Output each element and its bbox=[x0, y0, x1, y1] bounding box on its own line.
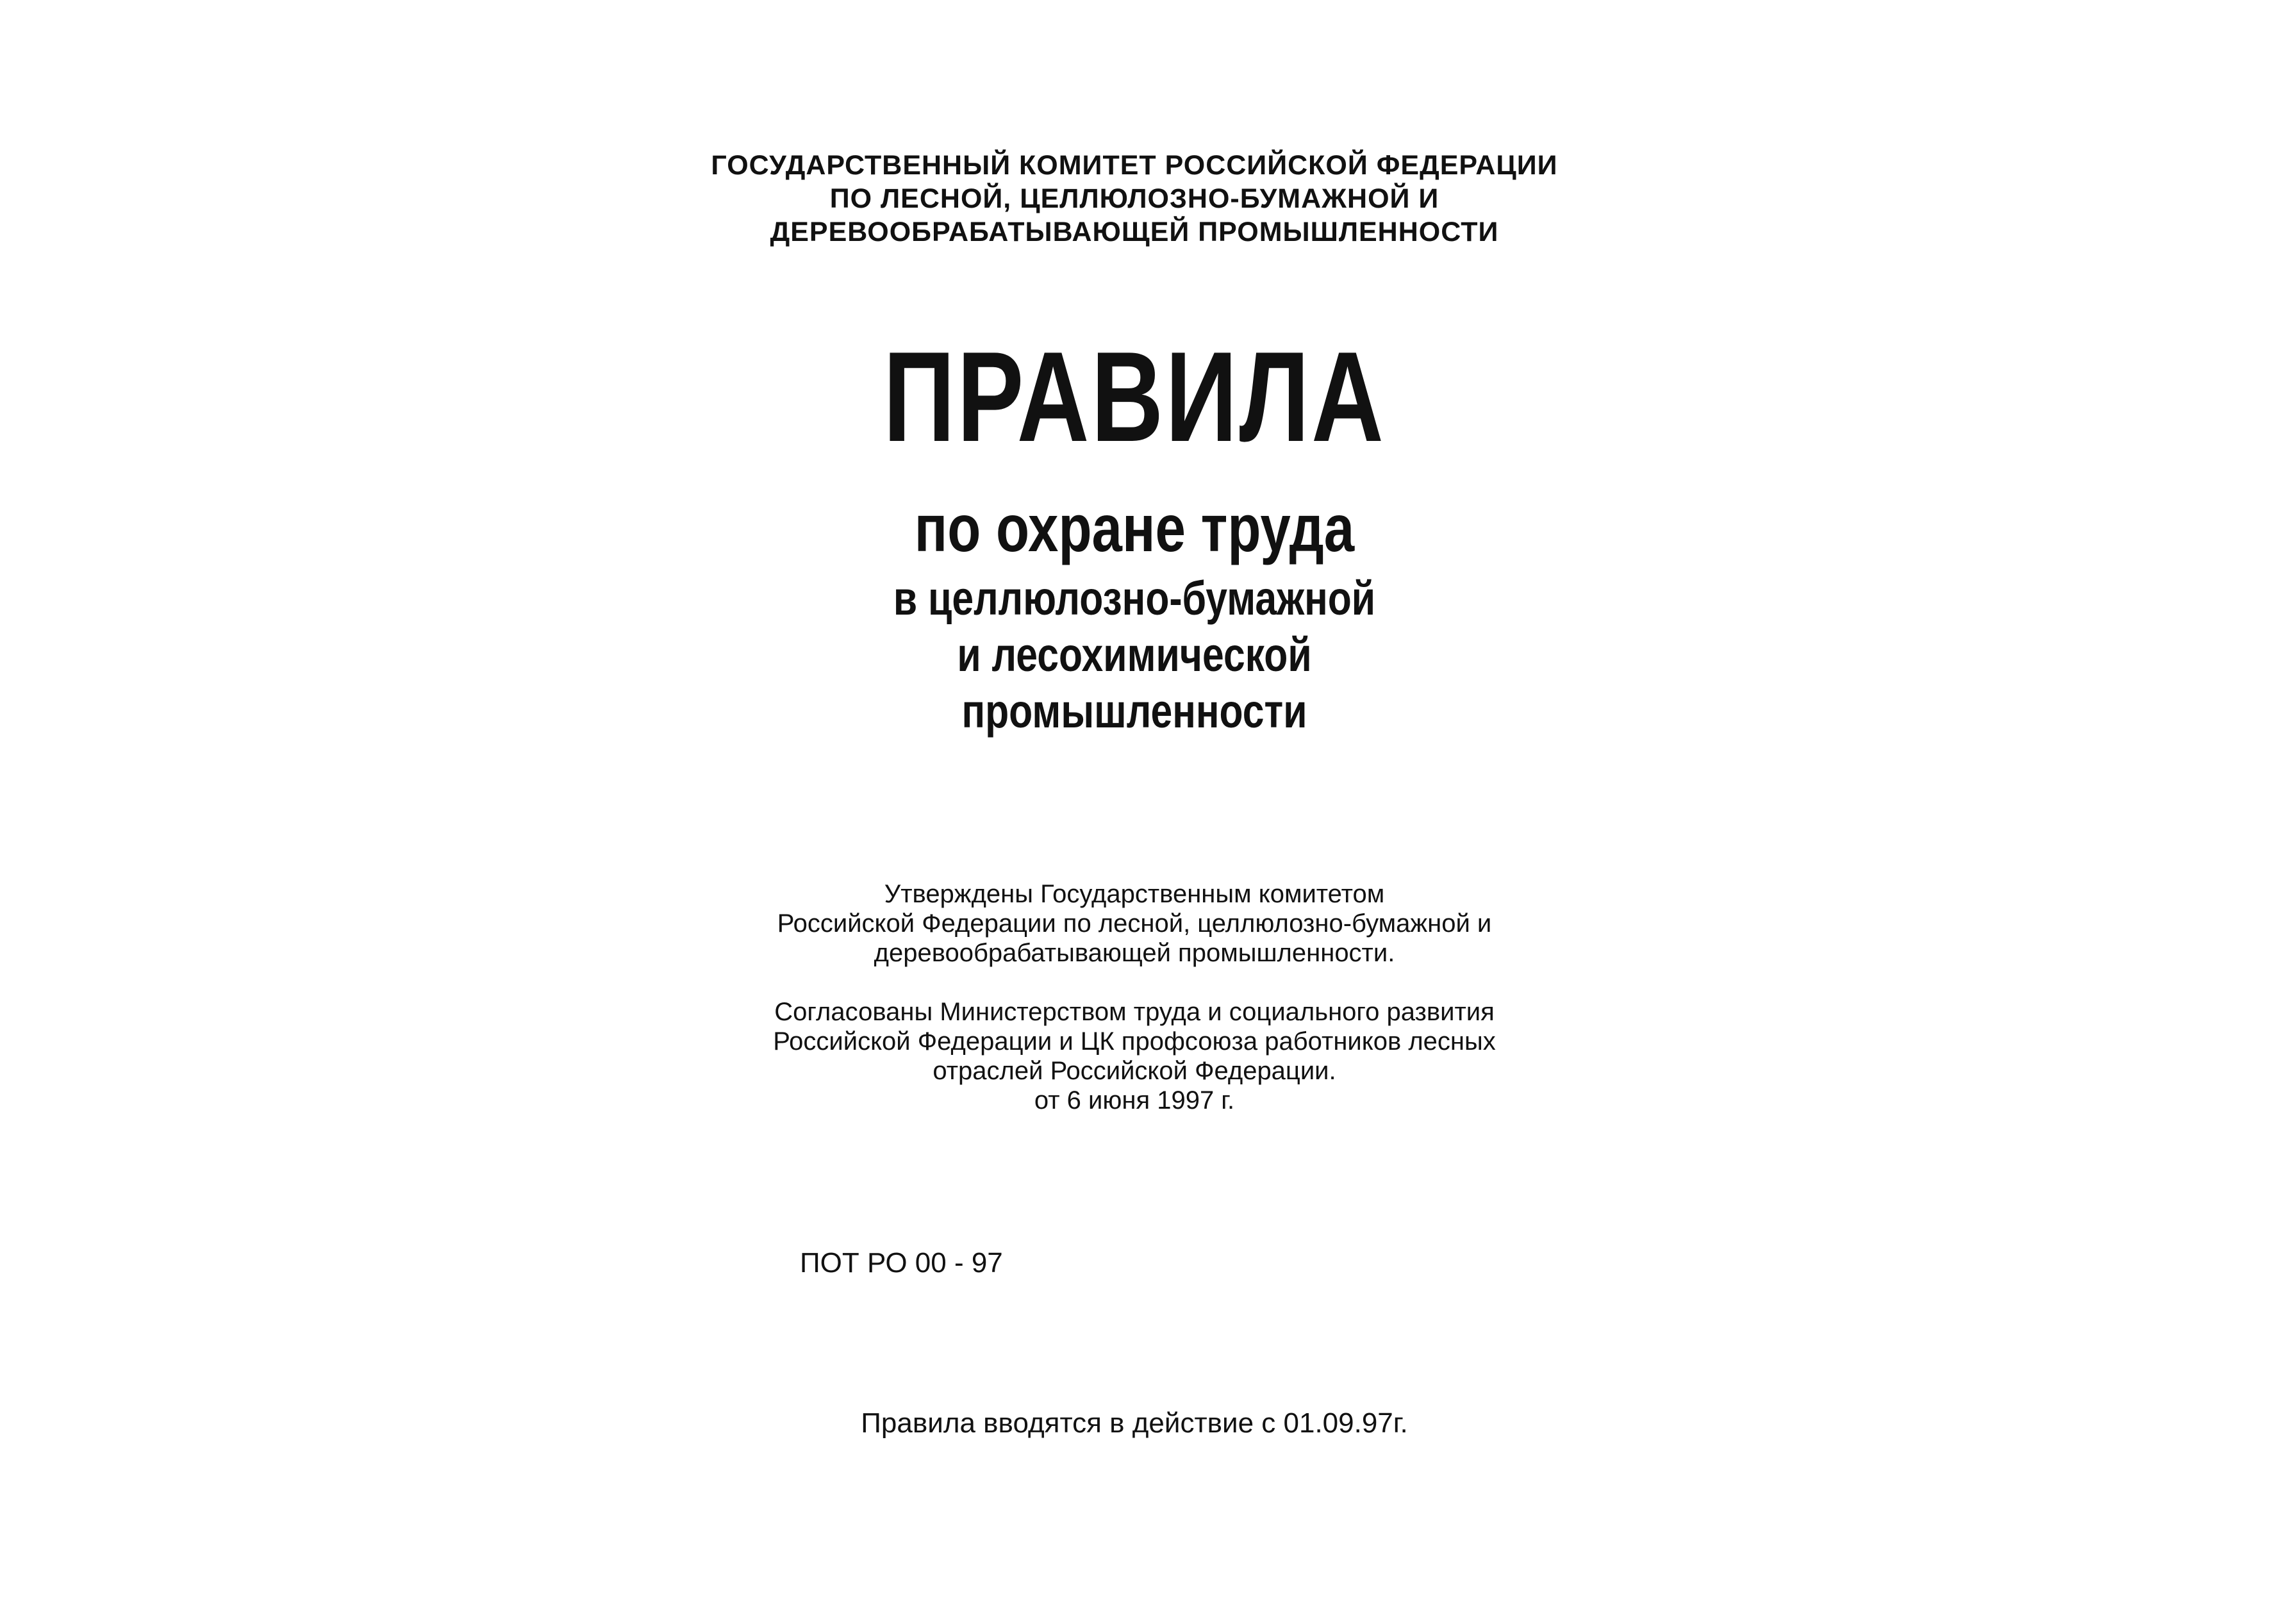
document-subtitle: по охране труда bbox=[914, 492, 1355, 566]
issuer-line: ГОСУДАРСТВЕННЫЙ КОМИТЕТ РОССИЙСКОЙ ФЕДЕРАЦИИ bbox=[711, 150, 1558, 181]
document-title: ПРАВИЛА bbox=[883, 326, 1386, 468]
effective-date-note: Правила вводятся в действие с 01.09.97г. bbox=[861, 1407, 1408, 1439]
agreement-date: от 6 июня 1997 г. bbox=[1034, 1086, 1235, 1114]
agreement-line: Российской Федерации и ЦК профсоюза работников лесных bbox=[773, 1027, 1496, 1056]
issuer-line: ДЕРЕВООБРАБАТЫВАЮЩЕЙ ПРОМЫШЛЕННОСТИ bbox=[770, 217, 1499, 247]
subtitle-line: и лесохимической bbox=[957, 628, 1312, 681]
document-subtitle-scope bbox=[730, 570, 1539, 740]
issuer-heading bbox=[641, 149, 1628, 249]
approval-line: Российской Федерации по лесной, целлюлозно-бумажной и bbox=[777, 909, 1492, 938]
subtitle-line: промышленности bbox=[961, 684, 1307, 738]
subtitle-line: в целлюлозно-бумажной bbox=[893, 572, 1376, 625]
document-code: ПОТ РО 00 - 97 bbox=[800, 1247, 1003, 1279]
approval-note bbox=[641, 879, 1628, 968]
agreement-line: отраслей Российской Федерации. bbox=[933, 1057, 1336, 1085]
agreement-line: Согласованы Министерством труда и социального развития bbox=[774, 998, 1495, 1026]
agreement-note bbox=[641, 997, 1628, 1115]
issuer-line: ПО ЛЕСНОЙ, ЦЕЛЛЮЛОЗНО-БУМАЖНОЙ И bbox=[829, 183, 1439, 214]
approval-line: Утверждены Государственным комитетом bbox=[884, 880, 1385, 908]
approval-line: деревообрабатывающей промышленности. bbox=[874, 939, 1395, 967]
